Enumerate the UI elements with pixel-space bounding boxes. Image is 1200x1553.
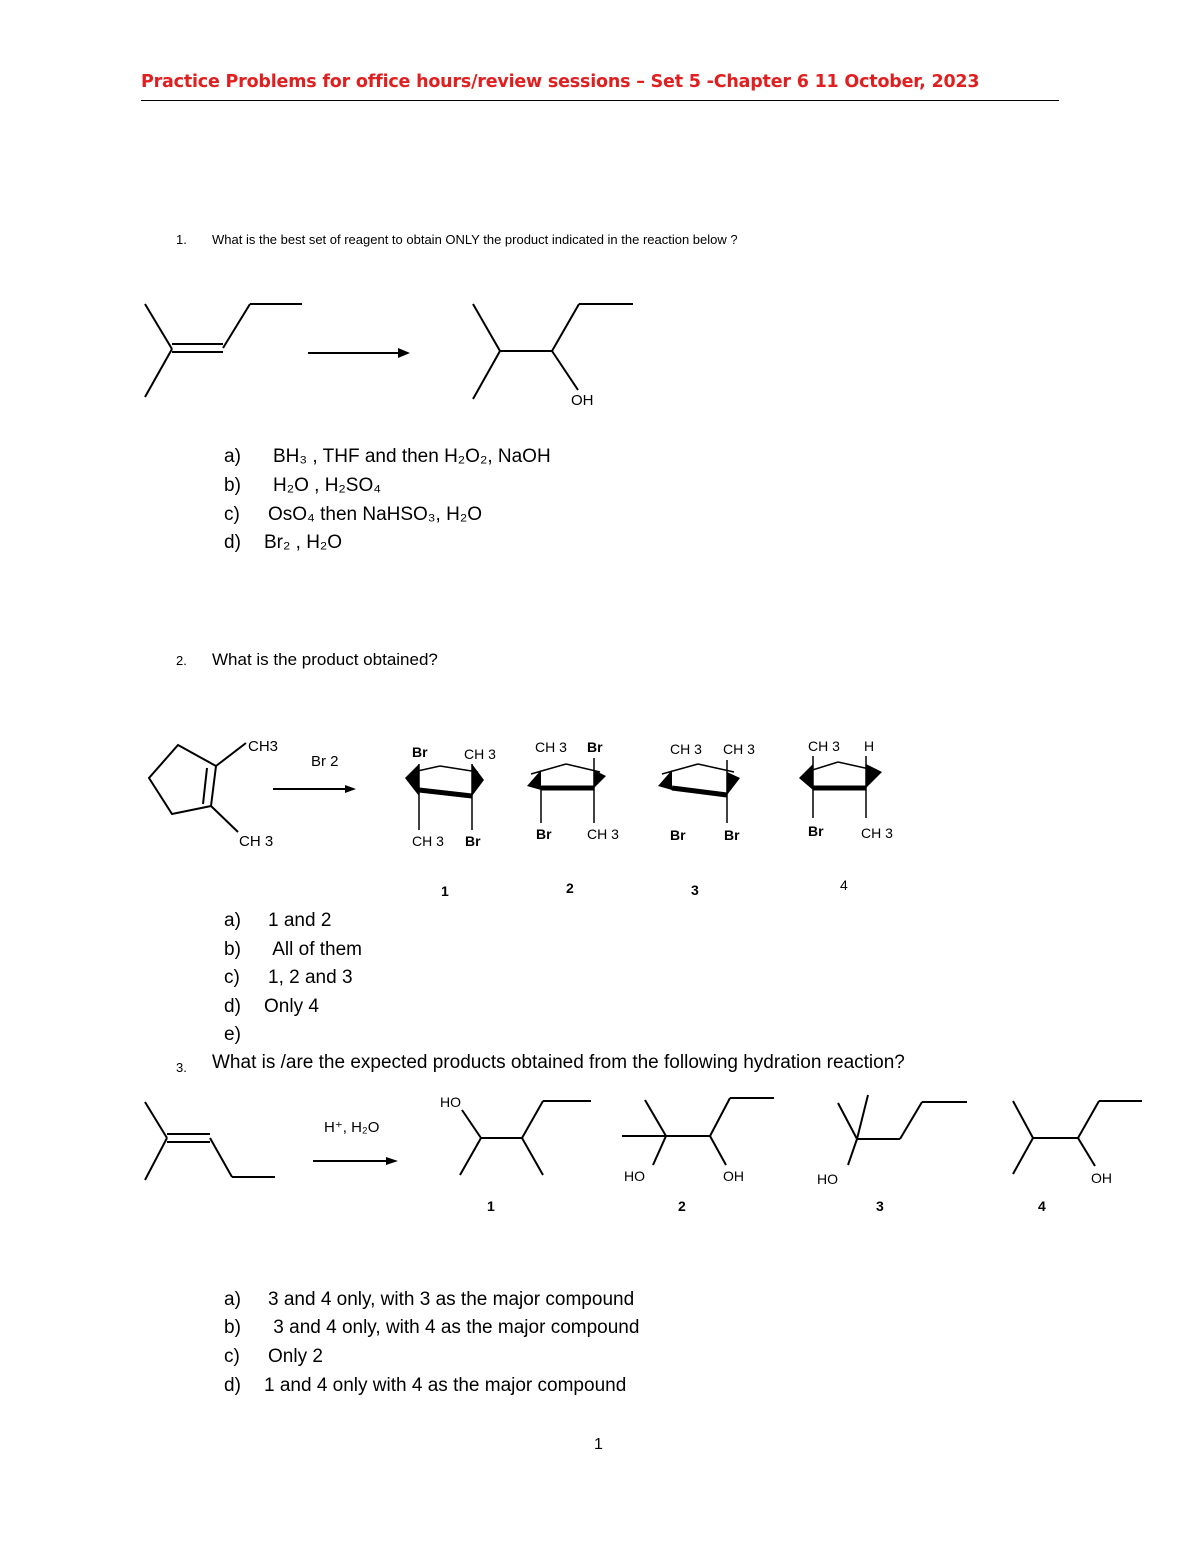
q3-reagent: H⁺, H₂O	[324, 1119, 380, 1136]
q3-product-1-structure	[460, 1101, 591, 1175]
option-text: BH₃ , THF and then H₂O₂, NaOH	[273, 446, 551, 467]
q3-product-4-structure	[1013, 1101, 1142, 1174]
q3-p1-group: HO	[440, 1094, 461, 1110]
option-text: 1, 2 and 3	[268, 967, 353, 988]
q1-product-oh-label: OH	[571, 392, 594, 409]
q3-p1-number: 1	[487, 1198, 495, 1214]
q2-number: 2.	[176, 653, 187, 668]
q2-p1-number: 1	[441, 883, 449, 899]
q3-product-2-structure	[622, 1098, 774, 1165]
q3-option-c[interactable]	[224, 1346, 323, 1368]
q2-reagent: Br 2	[311, 753, 339, 770]
q2-p2-top-right: Br	[587, 739, 603, 755]
option-text: Br₂ , H₂O	[264, 532, 343, 553]
header-title: Practice Problems for office hours/review sessions – Set 5 -Chapter 6 11 October, 2023	[141, 72, 980, 92]
q2-p3-bot-left: Br	[670, 827, 686, 843]
option-letter: b)	[224, 1317, 241, 1338]
q2-p4-bot-left: Br	[808, 823, 824, 839]
q3-p3-number: 3	[876, 1198, 884, 1214]
option-letter: d)	[224, 532, 241, 553]
option-letter: d)	[224, 996, 241, 1017]
q2-p4-number: 4	[840, 877, 848, 893]
option-text: 3 and 4 only, with 3 as the major compound	[268, 1289, 635, 1310]
q3-p2-group-right: OH	[723, 1168, 744, 1184]
option-letter: a)	[224, 446, 241, 467]
q3-p3-group: HO	[817, 1171, 838, 1187]
option-text: Only 4	[264, 996, 319, 1017]
q2-p3-bot-right: Br	[724, 827, 740, 843]
option-text: OsO₄ then NaHSO₃, H₂O	[268, 504, 482, 525]
q3-p4-group: OH	[1091, 1170, 1112, 1186]
q2-p1-top-left: Br	[412, 744, 428, 760]
q2-p2-bot-left: Br	[536, 826, 552, 842]
q3-number: 3.	[176, 1060, 187, 1075]
option-text: All of them	[268, 939, 362, 960]
q2-p1-bot-right: Br	[465, 833, 481, 849]
option-letter: d)	[224, 1375, 241, 1396]
option-letter: c)	[224, 967, 240, 988]
page-number: 1	[594, 1436, 603, 1453]
q2-p3-top-left: CH 3	[670, 741, 702, 757]
option-letter: a)	[224, 1289, 241, 1310]
option-text: H₂O , H₂SO₄	[273, 475, 382, 496]
option-letter: b)	[224, 939, 241, 960]
q1-question: What is the best set of reagent to obtain ONLY the product indicated in the reaction below ?	[212, 232, 738, 247]
q2-p2-number: 2	[566, 880, 574, 896]
option-text: 1 and 2	[268, 910, 332, 931]
q2-p2-bot-right: CH 3	[587, 826, 619, 842]
option-letter: e)	[224, 1024, 241, 1045]
option-letter: c)	[224, 504, 240, 525]
option-text: Only 2	[268, 1346, 323, 1367]
q3-p4-number: 4	[1038, 1198, 1046, 1214]
q3-p2-group-left: HO	[624, 1168, 645, 1184]
q2-p4-top-left: CH 3	[808, 738, 840, 754]
q3-p2-number: 2	[678, 1198, 686, 1214]
q2-reactant-bottom-label: CH 3	[239, 833, 274, 850]
q2-p2-top-left: CH 3	[535, 739, 567, 755]
option-letter: c)	[224, 1346, 240, 1367]
q2-p3-top-right: CH 3	[723, 741, 755, 757]
q3-product-3-structure	[838, 1095, 967, 1165]
q2-p4-top-right: H	[864, 738, 875, 754]
option-text: 1 and 4 only with 4 as the major compound	[264, 1375, 627, 1396]
option-text: 3 and 4 only, with 4 as the major compound	[268, 1317, 640, 1338]
q2-p1-bot-left: CH 3	[412, 833, 444, 849]
q3-option-b[interactable]	[224, 1317, 639, 1339]
q3-option-a[interactable]	[224, 1289, 634, 1311]
option-letter: a)	[224, 910, 241, 931]
q2-p4-bot-right: CH 3	[861, 825, 893, 841]
q1-number: 1.	[176, 232, 187, 247]
q3-question: What is /are the expected products obtained from the following hydration reaction?	[212, 1052, 905, 1073]
q2-reactant-top-label: CH3	[248, 738, 279, 755]
q2-p3-number: 3	[691, 882, 699, 898]
q3-option-d[interactable]	[224, 1375, 626, 1397]
option-letter: b)	[224, 475, 241, 496]
q2-question: What is the product obtained?	[212, 650, 438, 669]
q2-p1-top-right: CH 3	[464, 746, 496, 762]
